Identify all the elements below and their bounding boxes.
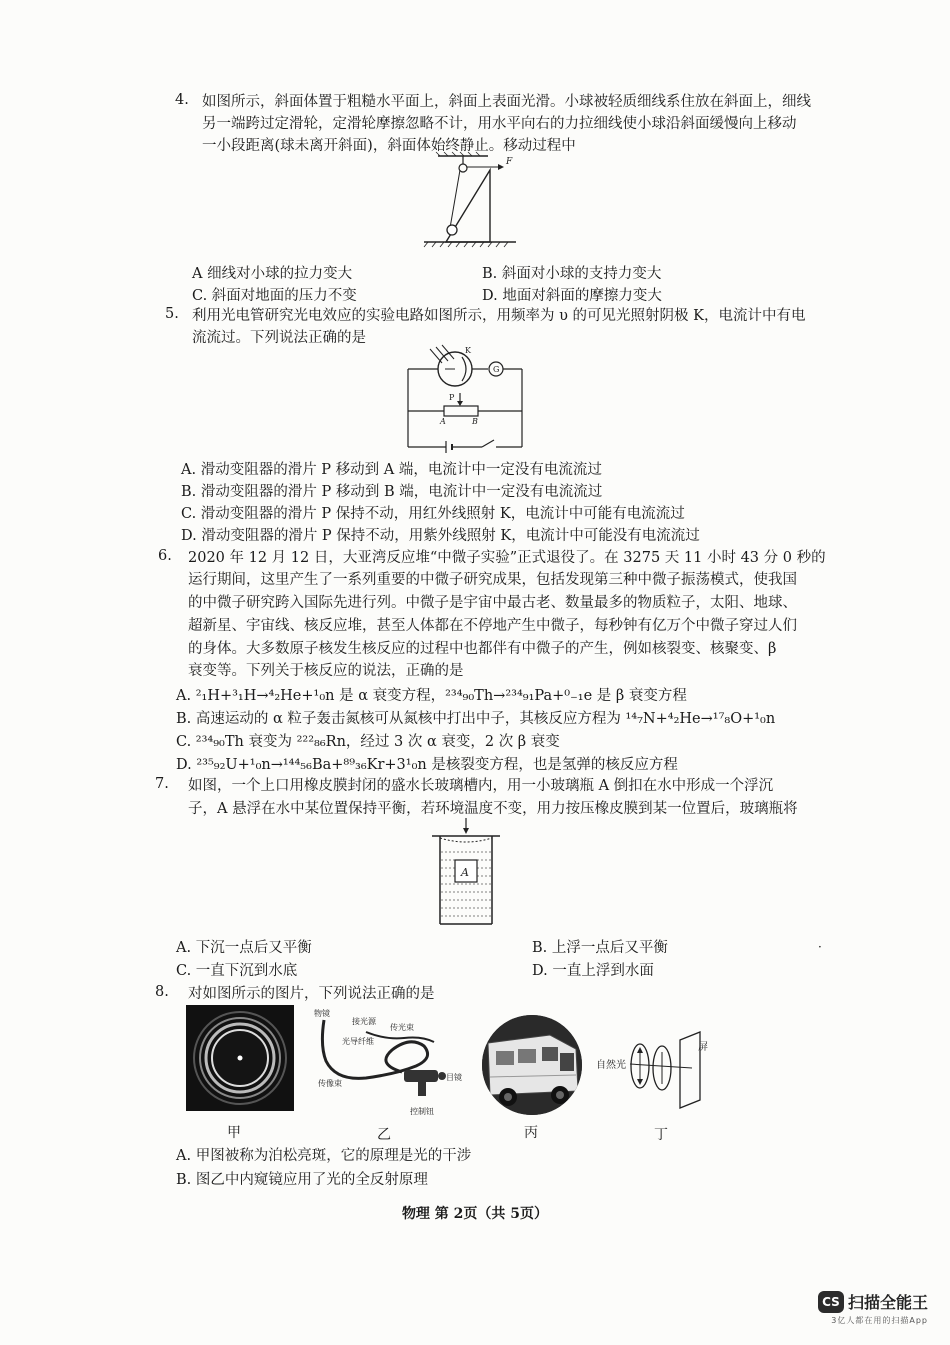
force-label: F bbox=[506, 157, 513, 167]
q6-number: 6. bbox=[158, 548, 172, 564]
figure-caption-bing: 丙 bbox=[524, 1125, 538, 1141]
endoscope-label: 传光束 bbox=[390, 1023, 414, 1032]
q4-option-b: B. 斜面对小球的支持力变大 bbox=[482, 266, 662, 282]
cathode-label: K bbox=[465, 346, 471, 355]
q8-option-a: A. 甲图被称为泊松亮斑，它的原理是光的干涉 bbox=[176, 1148, 472, 1164]
scanner-tagline: 3亿人都在用的扫描App bbox=[831, 1316, 928, 1325]
q6-text-line: 运行期间，这里产生了一系列重要的中微子研究成果，包括发现第三种中微子振荡模式，使我国 bbox=[188, 572, 797, 588]
q7-text-line: 子，A 悬浮在水中某位置保持平衡，若环境温度不变，用力按压橡皮膜到某一位置后，玻璃瓶将 bbox=[188, 801, 798, 817]
circular-photo bbox=[480, 1013, 584, 1117]
galvanometer-label: G bbox=[493, 365, 500, 374]
q7-option-b: B. 上浮一点后又平衡 bbox=[532, 940, 668, 956]
q4-option-c: C. 斜面对地面的压力不变 bbox=[192, 288, 357, 304]
q7-text-line: 如图，一个上口用橡皮膜封闭的盛水长玻璃槽内，用一小玻璃瓶 A 倒扣在水中形成一个浮沉 bbox=[188, 778, 774, 794]
slider-p-label: P bbox=[449, 393, 455, 402]
poisson-spot-image bbox=[186, 1005, 294, 1111]
scanner-watermark bbox=[818, 1290, 928, 1326]
q5-text-line: 流流过。下列说法正确的是 bbox=[192, 330, 366, 346]
stray-mark: · bbox=[818, 940, 822, 954]
endoscope-label: 光导纤维 bbox=[342, 1037, 374, 1046]
q7-option-a: A. 下沉一点后又平衡 bbox=[176, 940, 312, 956]
bottle-a-label: A bbox=[461, 866, 469, 879]
q4-number: 4. bbox=[175, 92, 189, 108]
q5-number: 5. bbox=[165, 306, 179, 322]
scanner-logo-icon: CS bbox=[818, 1291, 844, 1313]
polarization-figure bbox=[594, 1026, 714, 1116]
endoscope-label: 物镜 bbox=[314, 1009, 330, 1018]
incline-pulley-figure bbox=[418, 150, 528, 255]
q4-text-line: 另一端跨过定滑轮，定滑轮摩擦忽略不计，用水平向右的力拉细线使小球沿斜面缓慢向上移动 bbox=[202, 116, 797, 132]
q6-text-line: 衰变等。下列关于核反应的说法，正确的是 bbox=[188, 663, 464, 679]
endoscope-label: 目镜 bbox=[446, 1073, 462, 1082]
q6-text-line: 2020 年 12 月 12 日，大亚湾反应堆“中微子实验”正式退役了。在 3275 天 11 小时 43 分 0 秒的 bbox=[188, 550, 826, 566]
screen-label: 屏 bbox=[698, 1042, 708, 1053]
endoscope-label: 接光源 bbox=[352, 1017, 376, 1026]
figure-caption-jia: 甲 bbox=[227, 1125, 241, 1141]
q6-option-a: A. ²₁H+³₁H→⁴₂He+¹₀n 是 α 衰变方程，²³⁴₉₀Th→²³⁴₉₁Pa+⁰₋₁e 是 β 衰变方程 bbox=[176, 688, 687, 704]
q7-number: 7. bbox=[155, 776, 169, 792]
q7-option-c: C. 一直下沉到水底 bbox=[176, 963, 298, 979]
photoelectric-circuit-figure bbox=[400, 343, 535, 455]
q6-text-line: 超新星、宇宙线、核反应堆，甚至人体都在不停地产生中微子，每秒钟有亿万个中微子穿过人们 bbox=[188, 618, 797, 634]
q6-text-line: 的身体。大多数原子核发生核反应的过程中也都伴有中微子的产生，例如核裂变、核聚变、β bbox=[188, 641, 777, 657]
endoscope-label: 控制钮 bbox=[410, 1107, 434, 1116]
q5-option-c: C. 滑动变阻器的滑片 P 保持不动，用红外线照射 K，电流计中可能有电流流过 bbox=[181, 506, 685, 522]
q6-option-b: B. 高速运动的 α 粒子轰击氮核可从氮核中打出中子，其核反应方程为 ¹⁴₇N+⁴₂He→¹⁷₈O+¹₀n bbox=[176, 711, 776, 727]
q6-option-c: C. ²³⁴₉₀Th 衰变为 ²²²₈₆Rn，经过 3 次 α 衰变，2 次 β 衰变 bbox=[176, 734, 560, 750]
q7-option-d: D. 一直上浮到水面 bbox=[532, 963, 654, 979]
figure-caption-yi: 乙 bbox=[377, 1127, 391, 1143]
endoscope-figure bbox=[306, 1006, 468, 1118]
q5-text-line: 利用光电管研究光电效应的实验电路如图所示，用频率为 υ 的可见光照射阴极 K，电流计中有电 bbox=[192, 308, 806, 324]
q5-option-d: D. 滑动变阻器的滑片 P 保持不动，用紫外线照射 K，电流计中可能没有电流流过 bbox=[181, 528, 700, 544]
terminal-a-label: A bbox=[440, 417, 446, 426]
natural-light-label: 自然光 bbox=[596, 1060, 626, 1071]
q6-option-d: D. ²³⁵₉₂U+¹₀n→¹⁴⁴₅₆Ba+⁸⁹₃₆Kr+3¹₀n 是核裂变方程，也是氢弹的核反应方程 bbox=[176, 757, 678, 773]
q4-text-line: 如图所示，斜面体置于粗糙水平面上，斜面上表面光滑。小球被轻质细线系住放在斜面上，细线 bbox=[202, 94, 811, 110]
q4-option-a: A 细线对小球的拉力变大 bbox=[192, 266, 353, 282]
page-footer: 物理 第 2页（共 5页） bbox=[401, 1206, 549, 1222]
q8-text-line: 对如图所示的图片，下列说法正确的是 bbox=[188, 986, 435, 1002]
cartesian-diver-figure bbox=[428, 818, 504, 928]
terminal-b-label: B bbox=[472, 417, 478, 426]
endoscope-label: 传像束 bbox=[318, 1079, 342, 1088]
q4-text-line: 一小段距离(球未离开斜面)，斜面体始终静止。移动过程中 bbox=[202, 138, 576, 154]
q8-number: 8. bbox=[155, 984, 169, 1000]
figure-caption-ding: 丁 bbox=[654, 1127, 668, 1143]
q6-text-line: 的中微子研究跨入国际先进行列。中微子是宇宙中最古老、数量最多的物质粒子，太阳、地球、 bbox=[188, 595, 797, 611]
q5-option-b: B. 滑动变阻器的滑片 P 移动到 B 端，电流计中一定没有电流流过 bbox=[181, 484, 603, 500]
scanner-app-name: 扫描全能王 bbox=[847, 1293, 928, 1312]
q8-option-b: B. 图乙中内窥镜应用了光的全反射原理 bbox=[176, 1172, 428, 1188]
q5-option-a: A. 滑动变阻器的滑片 P 移动到 A 端，电流计中一定没有电流流过 bbox=[181, 462, 602, 478]
q4-option-d: D. 地面对斜面的摩擦力变大 bbox=[482, 288, 662, 304]
